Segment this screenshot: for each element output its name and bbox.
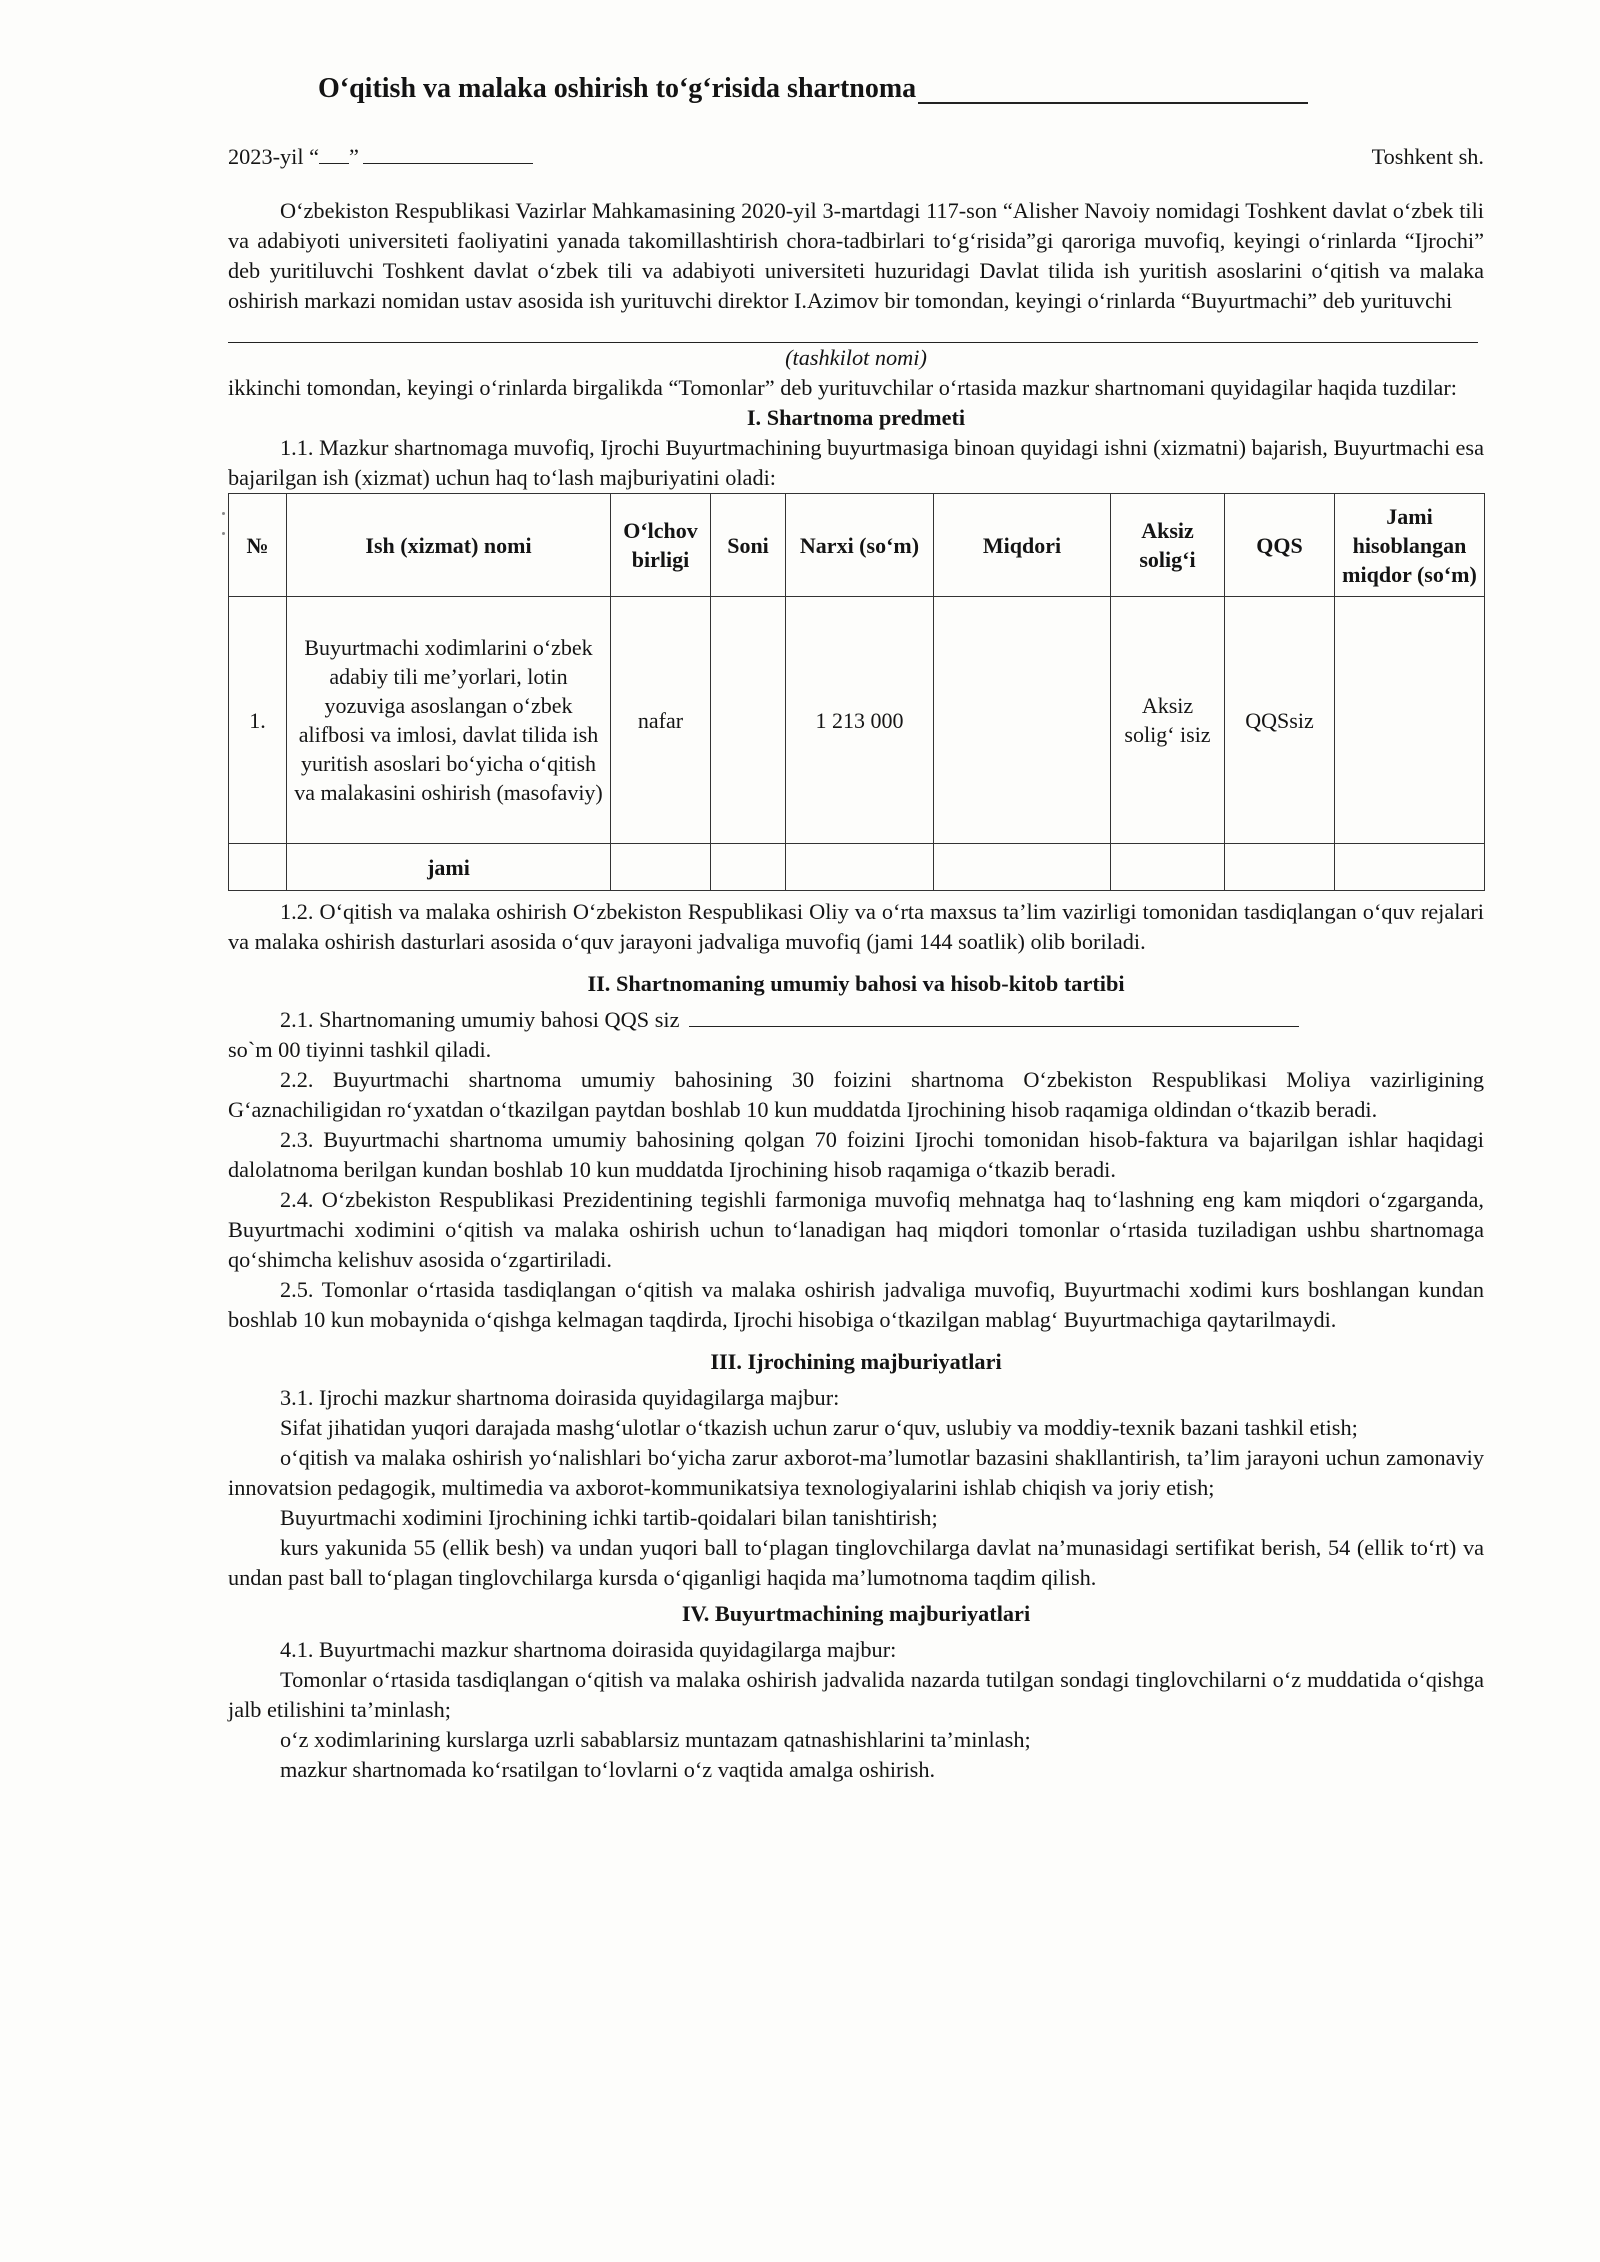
table-row	[229, 597, 1485, 844]
cell-empty	[611, 844, 711, 891]
cell-service-name: Buyurtmachi xodimlarini o‘zbek adabiy tili me’yorlari, lotin yozuviga asoslangan o‘zbek alifbosi va imlosi, davlat tilida ish yuritish asoslari bo‘yicha o‘qitish va malakasini oshirish (masofaviy)	[287, 597, 611, 844]
col-header-service-name: Ish (xizmat) nomi	[287, 494, 611, 597]
cell-number: 1.	[229, 597, 287, 844]
col-header-total: Jami hisoblangan miqdor (so‘m)	[1335, 494, 1485, 597]
cell-unit: nafar	[611, 597, 711, 844]
list-item: Buyurtmachi xodimini Ijrochining ichki tartib-qoidalari bilan tanishtirish;	[280, 1505, 938, 1530]
contract-page	[228, 60, 1484, 1785]
clause-2-4: 2.4. O‘zbekiston Respublikasi Prezidentining tegishli farmoniga muvofiq mehnatga haq to‘lashning eng kam miqdori o‘zgarganda, Buyurtmachi xodimini o‘qitish va malaka oshirish uchun to‘lanadigan haq miqdori tomonlar o‘rtasida tuziladigan ushbu shartnomaga qo‘shimcha kelishuv asosida o‘zgartiriladi.	[228, 1187, 1484, 1272]
cell-total	[1335, 597, 1485, 844]
list-item: Sifat jihatidan yuqori darajada mashg‘ulotlar o‘tkazish uchun zarur o‘quv, uslubiy va moddiy-texnik bazani tashkil etish;	[280, 1415, 1358, 1440]
cell-total-label: jami	[287, 844, 611, 891]
clause-2-2: 2.2. Buyurtmachi shartnoma umumiy bahosining 30 foizini shartnoma O‘zbekiston Respublikasi Moliya vazirligining G‘aznachiligidan ro‘yxatdan o‘tkazilgan paytdan boshlab 10 kun muddatda Ijrochining hisob raqamiga oldindan o‘tkazib beradi.	[228, 1067, 1484, 1122]
col-header-number: №	[229, 494, 287, 597]
col-header-unit: O‘lchov birligi	[611, 494, 711, 597]
cell-price: 1 213 000	[786, 597, 934, 844]
contract-title-row	[318, 60, 1484, 104]
title-blank-line	[918, 76, 1308, 104]
clause-4-1: 4.1. Buyurtmachi mazkur shartnoma doirasida quyidagilarga majbur:	[280, 1637, 897, 1662]
cell-excise: Aksiz solig‘ isiz	[1111, 597, 1225, 844]
organization-name-line	[228, 316, 1478, 343]
month-blank	[363, 143, 533, 164]
col-header-price: Narxi (so‘m)	[786, 494, 934, 597]
cell-empty	[1335, 844, 1485, 891]
cell-total-empty	[229, 844, 287, 891]
list-item: o‘z xodimlarining kurslarga uzrli sabablarsiz muntazam qatnashishlarini ta’minlash;	[280, 1727, 1031, 1752]
clause-2-1	[228, 1005, 1484, 1035]
col-header-quantity: Miqdori	[934, 494, 1111, 597]
list-item: o‘qitish va malaka oshirish yo‘nalishlari bo‘yicha zarur axborot-ma’lumotlar bazasini shakllantirish, ta’lim jarayoni uchun zamonaviy innovatsion pedagogik, multimedia va axborot-kommunikatsiya texnologiyalarini ishlab chiqish va joriy etish;	[228, 1445, 1484, 1500]
contract-city: Toshkent sh.	[1371, 144, 1484, 169]
table-header-row	[229, 494, 1485, 597]
col-header-vat: QQS	[1225, 494, 1335, 597]
table-total-row	[229, 844, 1485, 891]
date-prefix: 2023-yil “	[228, 144, 320, 169]
cell-empty	[1111, 844, 1225, 891]
services-table	[228, 493, 1485, 891]
cell-vat: QQSsiz	[1225, 597, 1335, 844]
amount-blank-line	[689, 1006, 1299, 1027]
organization-name-caption: (tashkilot nomi)	[785, 345, 927, 370]
cell-empty	[786, 844, 934, 891]
section-3-heading: III. Ijrochining majburiyatlari	[710, 1349, 1002, 1374]
date-line	[228, 142, 1484, 172]
contract-title: O‘qitish va malaka oshirish to‘g‘risida shartnoma	[318, 73, 917, 104]
intro-paragraph-2: ikkinchi tomondan, keyingi o‘rinlarda birgalikda “Tomonlar” deb yurituvchilar o‘rtasida mazkur shartnomani quyidagilar haqida tuzdilar:	[228, 375, 1457, 400]
clause-2-1-text: 2.1. Shartnomaning umumiy bahosi QQS siz	[280, 1007, 680, 1032]
day-blank	[319, 143, 349, 164]
section-2-heading: II. Shartnomaning umumiy bahosi va hisob-kitob tartibi	[587, 971, 1125, 996]
clause-2-5: 2.5. Tomonlar o‘rtasida tasdiqlangan o‘qitish va malaka oshirish jadvaliga muvofiq, Buyurtmachi xodimi kurs boshlangan kundan boshlab 10 kun mobaynida o‘qishga kelmagan taqdirda, Ijrochi hisobiga o‘tkazilgan mablag‘ Buyurtmachiga qaytarilmaydi.	[228, 1277, 1484, 1332]
section-4-heading: IV. Buyurtmachining majburiyatlari	[681, 1601, 1031, 1626]
date-mid: ”	[349, 144, 359, 169]
scan-speck	[222, 512, 225, 515]
cell-quantity	[934, 597, 1111, 844]
scan-speck	[222, 532, 225, 535]
clause-3-1: 3.1. Ijrochi mazkur shartnoma doirasida quyidagilarga majbur:	[280, 1385, 840, 1410]
col-header-count: Soni	[711, 494, 786, 597]
cell-empty	[934, 844, 1111, 891]
section-1-heading: I. Shartnoma predmeti	[746, 405, 966, 430]
cell-count	[711, 597, 786, 844]
intro-paragraph: O‘zbekiston Respublikasi Vazirlar Mahkamasining 2020-yil 3-martdagi 117-son “Alisher Navoiy nomidagi Toshkent davlat o‘zbek tili va adabiyoti universiteti faoliyatini yanada takomillashtirish chora-tadbirlari to‘g‘risida”gi qaroriga muvofiq, keyingi o‘rinlarda “Ijrochi” deb yuritiluvchi Toshkent davlat o‘zbek tili va adabiyoti universiteti huzuridagi Davlat tilida ish yuritish asoslarini o‘qitish va malaka oshirish markazi nomidan ustav asosida ish yurituvchi direktor I.Azimov bir tomondan, keyingi o‘rinlarda “Buyurtmachi” deb yurituvchi	[228, 198, 1484, 313]
clause-1-2: 1.2. O‘qitish va malaka oshirish O‘zbekiston Respublikasi Oliy va o‘rta maxsus ta’lim vazirligi tomonidan tasdiqlangan o‘quv rejalari va malaka oshirish dasturlari asosida o‘quv jarayoni jadvaliga muvofiq (jami 144 soatlik) olib boriladi.	[228, 899, 1484, 954]
clause-1-1: 1.1. Mazkur shartnomaga muvofiq, Ijrochi Buyurtmachining buyurtmasiga binoan quyidagi ishni (xizmatni) bajarish, Buyurtmachi esa bajarilgan ish (xizmat) uchun haq to‘lash majburiyatini oladi:	[228, 435, 1484, 490]
contract-date	[228, 142, 533, 172]
list-item: mazkur shartnomada ko‘rsatilgan to‘lovlarni o‘z vaqtida amalga oshirish.	[280, 1757, 936, 1782]
col-header-excise: Aksiz solig‘i	[1111, 494, 1225, 597]
cell-empty	[711, 844, 786, 891]
clause-2-1-end: so`m 00 tiyinni tashkil qiladi.	[228, 1037, 492, 1062]
list-item: kurs yakunida 55 (ellik besh) va undan yuqori ball to‘plagan tinglovchilarga davlat na’munasidagi sertifikat berish, 54 (ellik to‘rt) va undan past ball to‘plagan tinglovchilarga kursda o‘qiganligi haqida ma’lumotnoma taqdim qilish.	[228, 1535, 1484, 1590]
cell-empty	[1225, 844, 1335, 891]
clause-2-3: 2.3. Buyurtmachi shartnoma umumiy bahosining qolgan 70 foizini Ijrochi tomonidan hisob-faktura va bajarilgan ishlar haqidagi dalolatnoma berilgan kundan boshlab 10 kun muddatda Ijrochining hisob raqamiga o‘tkazib beradi.	[228, 1127, 1484, 1182]
list-item: Tomonlar o‘rtasida tasdiqlangan o‘qitish va malaka oshirish jadvalida nazarda tutilgan sondagi tinglovchilarni o‘z muddatida o‘qishga jalb etilishini ta’minlash;	[228, 1667, 1484, 1722]
